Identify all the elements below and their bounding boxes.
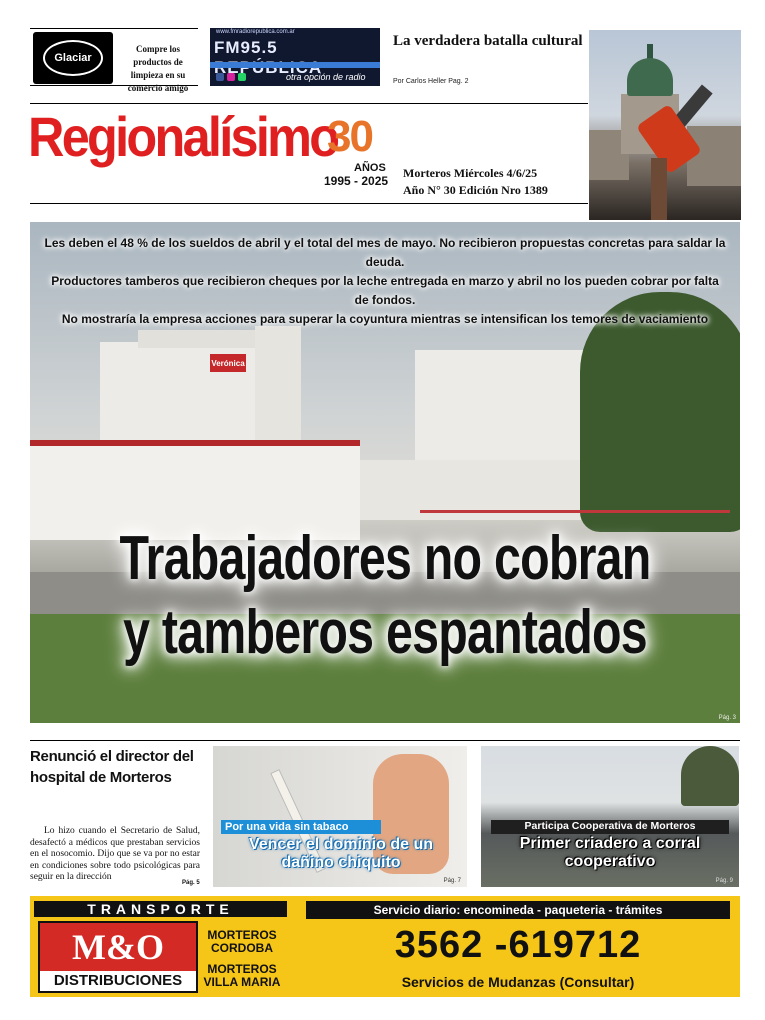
radio-name: FM95.5: [214, 38, 278, 57]
page-reference: Pág. 7: [443, 878, 461, 884]
lead-headline[interactable]: La verdadera batalla cultural: [393, 33, 583, 49]
glaciar-brand: Glaciar: [43, 40, 103, 76]
headline-line: Trabajadores no cobran: [119, 524, 651, 593]
route-destination: VILLA MARIA: [203, 975, 281, 989]
transport-title: TRANSPORTE: [34, 901, 287, 917]
services-bar: Servicio diario: encomineda - paqueteria - trámites: [306, 901, 730, 919]
mo-name: DISTRIBUCIONES: [53, 972, 183, 989]
masthead-logo[interactable]: Regionalísimo: [28, 105, 338, 168]
radio-ad[interactable]: [210, 28, 380, 86]
trees: [681, 746, 739, 806]
coop-story[interactable]: [481, 746, 739, 887]
edition-date: Morteros Miércoles 4/6/25: [403, 166, 538, 180]
route-destination: CORDOBA: [211, 941, 273, 955]
factory-roof: [138, 330, 258, 348]
whatsapp-icon: [238, 73, 246, 81]
phone-number[interactable]: 3562 -619712: [394, 924, 642, 966]
hospital-story-body: Lo hizo cuando el Secretario de Salud, desafectó a médicos que prestaban servicios en el nosocomio. Dijo que se va por no estar en condiciones sobre todo psicológicas para seguir en la dirección: [30, 826, 200, 882]
masthead-divider: [30, 203, 588, 204]
lead-author: Por Carlos Heller Pag. 2: [393, 78, 469, 85]
hospital-story-title[interactable]: Renunció el director del hospital de Morteros: [30, 748, 194, 786]
main-story-deck: [44, 234, 726, 329]
coop-kicker: Participa Cooperativa de Morteros: [524, 820, 696, 832]
tobacco-story[interactable]: [213, 746, 467, 887]
tobacco-title: Vencer el dominio de un dañino chiquito: [248, 836, 434, 871]
page-reference: Pág. 3: [718, 715, 736, 721]
section-divider: [30, 740, 740, 741]
radio-slogan: otra opción de radio: [286, 72, 366, 82]
transport-ad[interactable]: [30, 896, 740, 997]
headline-line: y tamberos espantados: [123, 598, 647, 667]
route-origin: MORTEROS: [207, 928, 277, 942]
mo-logo: [38, 921, 198, 993]
glaciar-ad[interactable]: [30, 28, 198, 93]
instagram-icon: [227, 73, 235, 81]
deck-line: Les deben el 48 % de los sueldos de abril y el total del mes de mayo. No recibieron propuestas concretas para saldar la deuda.: [44, 236, 726, 269]
congress-chainsaw-photo[interactable]: [589, 30, 741, 220]
tobacco-kicker: Por una vida sin tabaco: [225, 821, 349, 833]
main-story-photo[interactable]: [30, 222, 740, 723]
glaciar-tagline: Compre los productos de limpieza en su comercio amigo: [127, 44, 189, 93]
mo-mark: M&O: [40, 923, 196, 971]
deck-line: Productores tamberos que recibieron cheques por la leche entregada en marzo y abril no los pueden cobrar por falta de fondos.: [51, 274, 719, 307]
radio-url: www.fmradiorepublica.com.ar: [216, 29, 295, 35]
anniversary-number: 30: [327, 112, 372, 161]
anniversary-years: 1995 - 2025: [324, 174, 389, 188]
facebook-icon: [216, 73, 224, 81]
page-reference: Pág. 9: [715, 878, 733, 884]
main-headline[interactable]: [108, 522, 662, 670]
deck-line: No mostraría la empresa acciones para superar la coyuntura mientras se intensifican los temores de vaciamiento: [61, 312, 709, 326]
glaciar-logo: [33, 32, 113, 84]
congress-dome: [627, 58, 673, 96]
route-origin: MORTEROS: [207, 962, 277, 976]
edition-info: Año N° 30 Edición Nro 1389: [403, 183, 548, 197]
page-reference: Pág. 5: [182, 880, 200, 886]
moving-services: Servicios de Mudanzas (Consultar): [401, 974, 635, 990]
radio-accent-bar: [210, 62, 380, 68]
factory-brand-sign: Verónica: [210, 354, 246, 372]
coop-title: Primer criadero a corral cooperativo: [519, 835, 701, 870]
factory-tower-left: [255, 326, 301, 452]
raised-arm: [651, 158, 667, 220]
anniversary-label: AÑOS: [354, 162, 386, 174]
